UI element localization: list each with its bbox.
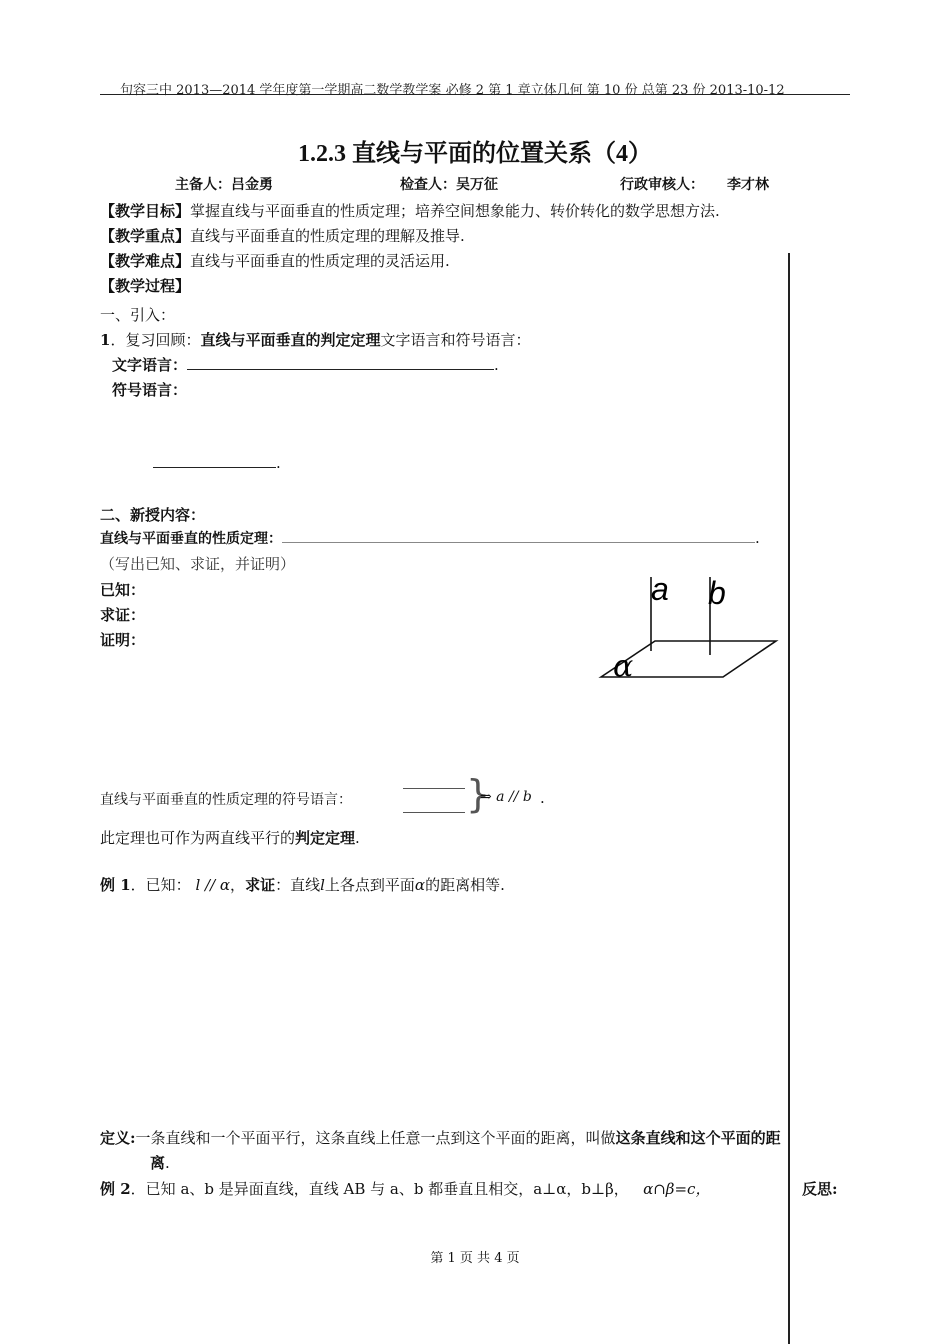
definition-text: 一条直线和一个平面平行，这条直线上任意一点到这个平面的距离，叫做 [135,1129,616,1147]
note-bold: 判定定理 [295,829,356,847]
note-post: . [355,829,360,847]
example2-label: 例 2 [100,1180,131,1198]
example1-post: ：直线 [275,876,321,894]
label-alpha: α [613,649,634,684]
definition-cont: 离. [150,1154,170,1172]
prove-label: 求证： [100,606,146,624]
sym-lang-line: . [153,453,281,472]
example1-alpha: α [414,876,426,894]
difficulty-line [100,250,450,271]
theorem-hint: （写出已知、求证，并证明） [100,555,296,573]
example1-bold: 求证 [245,876,276,894]
given-label: 已知： [100,581,146,599]
reviewer-label: 行政审核人： [620,177,704,193]
text-lang-label: 文字语言： [112,356,188,374]
label-b: b [708,575,726,611]
theorem-line: 直线与平面垂直的性质定理： . [100,529,760,547]
text-lang-blank[interactable] [187,355,494,370]
item1-post: 文字语言和符号语言： [380,331,531,349]
example2-text: ．已知 a、b 是异面直线，直线 AB 与 a、b 都垂直且相交，a⊥α，b⊥β， [130,1180,629,1198]
plane-diagram [595,565,785,685]
text-language-line: 文字语言： . [112,356,499,374]
example1-pre: ．已知： [130,876,191,894]
definition-bold: 这条直线和这个平面的距 [615,1129,781,1147]
new-content-heading: 二、新授内容： [100,506,206,524]
goal-label: 【教学目标】 [100,202,191,220]
label-a: a [651,571,669,607]
goal-line [100,200,720,221]
key-label: 【教学重点】 [100,227,191,245]
checker: 检查人：吴万征 [400,177,498,193]
example1-post3: 的距离相等. [425,876,505,894]
example2-expr: α∩β=c， [643,1180,711,1198]
reviewer-name: 李才林 [727,177,769,193]
symbolic-label: 直线与平面垂直的性质定理的符号语言： [100,792,352,808]
review-line [100,329,530,350]
intro-heading: 一、引入： [100,306,176,324]
note-line [100,827,360,848]
reflection-label: 反思: [802,1180,838,1198]
theorem-blank[interactable] [282,528,755,543]
item1-bold: 直线与平面垂直的判定定理 [200,331,381,349]
example1-label: 例 1 [100,876,131,894]
symbolic-result: ⇒ a // b [480,789,532,805]
example1-l: l [320,876,325,894]
process-label: 【教学过程】 [100,277,191,295]
page-header: 句容三中 2013—2014 学年度第一学期高二数学教学案 必修 2 第 1 章立体几何 第 10 份 总第 23 份 2013-10-12 [120,83,785,98]
page-footer: 第 1 页 共 4 页 [430,1251,520,1266]
preparer: 主备人：吕金勇 [175,177,273,193]
diff-text: 直线与平面垂直的性质定理的灵活运用. [190,252,450,270]
definition-label: 定义: [100,1129,136,1147]
note-pre: 此定理也可作为两直线平行的 [100,829,296,847]
item1-pre: ．复习回顾： [110,331,201,349]
margin-divider [788,253,790,1344]
example1-mid: ， [230,876,246,894]
diff-label: 【教学难点】 [100,252,191,270]
sym-lang-label: 符号语言： [112,381,188,399]
definition-line [100,1127,781,1148]
key-text: 直线与平面垂直的性质定理的理解及推导. [190,227,465,245]
symbolic-blank-1[interactable] [403,788,465,789]
page-title: 1.2.3 直线与平面的位置关系（4） [298,141,652,167]
theorem-label: 直线与平面垂直的性质定理： [100,531,282,547]
sym-lang-blank[interactable] [153,453,276,468]
key-line [100,225,465,246]
example1-line [100,874,505,895]
example1-post2: 上各点到平面 [324,876,415,894]
example1-expr: l // α [195,876,231,894]
header-rule [100,94,850,95]
item1-num: 1 [100,331,111,349]
goal-text: 掌握直线与平面垂直的性质定理；培养空间想象能力、转价转化的数学思想方法. [190,202,720,220]
brace-icon: } [466,772,491,816]
symbolic-blank-2[interactable] [403,812,465,813]
proof-label: 证明： [100,631,146,649]
example2-line [100,1178,710,1199]
